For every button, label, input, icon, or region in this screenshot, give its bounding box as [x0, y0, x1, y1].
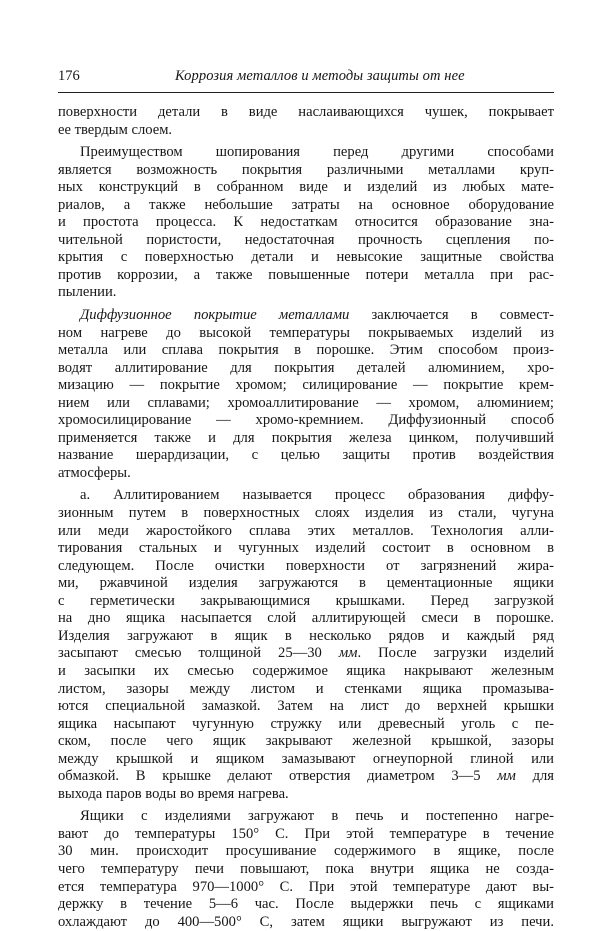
- paragraph: [58, 104, 554, 139]
- text-fragment: . После загрузки изделий: [357, 645, 554, 662]
- text-line: является возможность покрытия различными металлами круп-: [58, 161, 554, 178]
- text-line: поверхности детали в виде наслаивающихся чушек, покрывает: [58, 104, 554, 120]
- text-line: [58, 307, 554, 325]
- text-line: и простота процесса. К недостаткам относится образование зна-: [58, 214, 554, 231]
- unit-mm: мм: [497, 768, 516, 785]
- text-line: ящика насыпают чугунную стружку или древесный уголь с пе-: [58, 715, 554, 732]
- text-line: нием или сплавами; хромоаллитирование — хромом, алюминием;: [58, 394, 554, 411]
- running-title: Коррозия металлов и методы защиты от нее: [175, 68, 465, 84]
- text-line: ется температура 970—1000° С. При этой температуре дают вы-: [58, 878, 554, 895]
- text-line: листом, зазоры между листом и стенками ящика промазыва-: [58, 680, 554, 697]
- text-line: с герметически закрывающимися крышками. Перед загрузкой: [58, 592, 554, 609]
- text-line: чего температуру печи повышают, пока внутри ящика не созда-: [58, 860, 554, 877]
- text-line: 30 мин. происходит просушивание содержимого в ящике, после: [58, 843, 554, 860]
- text-line: тирования стальных и чугунных изделий состоит в основном в: [58, 540, 554, 557]
- text-line: ном нагреве до высокой температуры покрываемых изделий из: [58, 324, 554, 341]
- text-line: пылении.: [58, 284, 117, 301]
- text-line: а. Аллитированием называется процесс образования диффу-: [80, 487, 554, 504]
- text-fragment: заключается в совмест-: [349, 307, 554, 324]
- text-line: держку в течение 5—6 час. После выдержки печь с ящиками: [58, 896, 554, 913]
- text-line: и засыпки их смесью содержимое ящика накрывают железным: [58, 662, 554, 679]
- text-line: Ящики с изделиями загружают в печь и постепенно нагре-: [80, 808, 554, 825]
- text-line: [58, 645, 554, 663]
- paragraph: [58, 307, 554, 482]
- body-text: [58, 104, 554, 931]
- text-line: Изделия загружают в ящик в несколько рядов и каждый ряд: [58, 627, 554, 644]
- text-line: крытия с поверхностью детали и невысокие защитные свойства: [58, 249, 554, 266]
- text-line: ском, после чего ящик закрывают железной крышкой, зазоры: [58, 733, 554, 750]
- header-rule: [58, 92, 554, 93]
- text-fragment: для: [515, 768, 554, 785]
- text-line: вают до температуры 150° С. При этой температуре в течение: [58, 825, 554, 842]
- text-fragment: засыпают смесью толщиной 25—30: [58, 645, 339, 662]
- text-line: ми, ржавчиной изделия загружаются в цементационные ящики: [58, 575, 554, 592]
- text-line: название шерардизации, с целью защиты против воздействия: [58, 447, 554, 464]
- text-line: чительной пористости, недостаточная прочность сцепления по-: [58, 231, 554, 248]
- term-diffusion-coating: Диффузионное покрытие металлами: [80, 307, 350, 324]
- paragraph: [58, 808, 554, 931]
- text-line: выхода паров воды во время нагрева.: [58, 785, 289, 802]
- text-line: хромосилицирование — хромо-кремнием. Диффузионный способ: [58, 412, 554, 429]
- text-line: ются специальной замазкой. Затем на лист до верхней крышки: [58, 698, 554, 715]
- text-fragment: обмазкой.: [58, 768, 120, 785]
- page-number: 176: [58, 68, 80, 84]
- text-line: на дно ящика насыпается слой аллитирующей смеси в порошке.: [58, 610, 554, 627]
- text-line: охлаждают до 400—500° С, затем ящики выгружают из печи.: [58, 913, 554, 930]
- text-line: водят аллитирование для покрытия деталей алюминием, хро-: [58, 359, 554, 376]
- paragraph: [58, 487, 554, 803]
- text-line: Преимуществом шопирования перед другими способами: [80, 144, 554, 161]
- text-line: металла или сплава покрытия в порошке. Этим способом произ-: [58, 342, 554, 359]
- text-line: ее твердым слоем.: [58, 121, 173, 138]
- text-line: применяется также и для покрытия железа цинком, получивший: [58, 429, 554, 446]
- text-line: или меди жаростойкого сплава этих металлов. Технология алли-: [58, 522, 554, 539]
- text-line: атмосферы.: [58, 464, 131, 481]
- text-line: между крышкой и ящиком замазывают огнеупорной глиной или: [58, 750, 554, 767]
- text-line: мизацию — покрытие хромом; силицирование — покрытие крем-: [58, 377, 554, 394]
- text-line: против коррозии, а также повышенные потери металла при рас-: [58, 266, 554, 283]
- text-line: [58, 768, 554, 786]
- text-line: следующем. После очистки поверхности от загрязнений жира-: [58, 557, 554, 574]
- text-line: зионным путем в поверхностных слоях изделия из стали, чугуна: [58, 505, 554, 522]
- text-line: ных конструкций в собранном виде и изделий из любых мате-: [58, 179, 554, 196]
- text-line: риалов, а также небольшие затраты на основное оборудование: [58, 196, 554, 213]
- unit-mm: мм: [338, 645, 358, 662]
- text-fragment: В крышке делают отверстия диаметром 3—5: [135, 768, 498, 785]
- paragraph: [58, 144, 554, 302]
